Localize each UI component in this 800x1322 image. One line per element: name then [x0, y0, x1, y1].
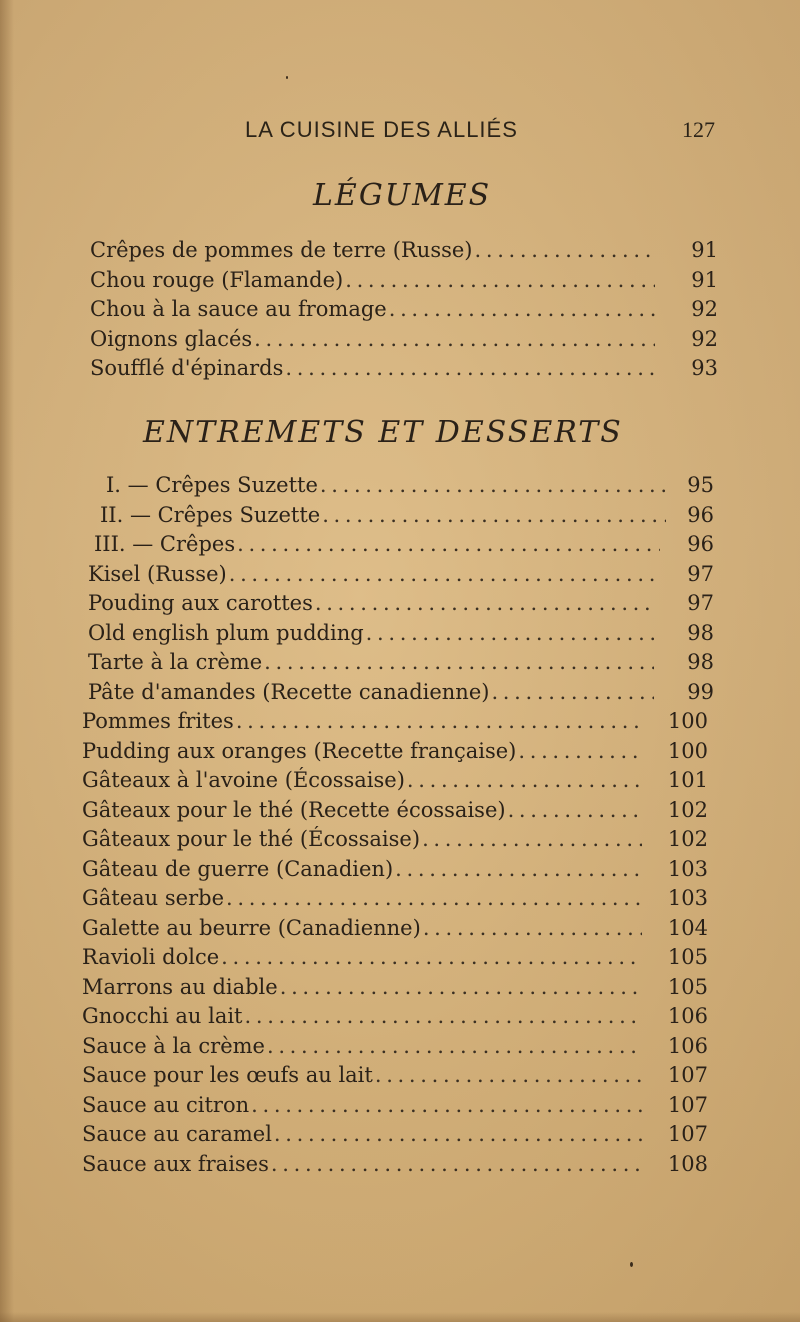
dot-leader — [395, 855, 642, 885]
running-title: LA CUISINE DES ALLIÉS — [245, 117, 518, 142]
toc-legumes-list — [0, 236, 800, 384]
section-heading-legumes: LÉGUMES — [313, 178, 492, 213]
dot-leader — [267, 1032, 642, 1062]
section-heading-desserts: ENTREMETS ET DESSERTS — [143, 415, 623, 450]
toc-entry-page: 93 — [691, 356, 718, 380]
toc-entry-title: Pommes frites — [82, 709, 234, 733]
toc-entry-page: 104 — [667, 915, 708, 940]
dot-leader — [422, 825, 642, 855]
toc-entry-page: 92 — [691, 326, 718, 351]
toc-entry-title: Gâteaux pour le thé (Recette écossaise) — [82, 797, 506, 822]
toc-row — [0, 973, 800, 1003]
toc-entry-page: 97 — [687, 591, 714, 615]
page-number: 127 — [682, 117, 715, 142]
dot-leader — [322, 501, 666, 531]
toc-entry-page: 96 — [687, 502, 714, 527]
dot-leader — [229, 560, 654, 590]
toc-entry-title: Ravioli dolce — [82, 945, 220, 969]
toc-row — [0, 707, 800, 737]
toc-entry-page: 102 — [667, 797, 708, 822]
toc-row — [0, 855, 800, 885]
toc-entry-page: 91 — [691, 238, 718, 262]
toc-entry-page: 101 — [667, 768, 708, 792]
toc-entry-title: Sauce pour les œufs au lait — [82, 1063, 373, 1087]
toc-row — [0, 884, 800, 914]
toc-entry-title: Gâteaux à l'avoine (Écossaise) — [82, 768, 405, 792]
toc-entry-title: Chou à la sauce au fromage — [90, 297, 387, 321]
toc-entry-title: Pouding aux carottes — [88, 591, 313, 615]
toc-row — [0, 560, 800, 590]
toc-row — [0, 648, 800, 678]
toc-entry-title: Sauce au caramel — [82, 1122, 272, 1146]
toc-entry-page: 103 — [667, 856, 708, 881]
dot-leader — [475, 236, 656, 266]
toc-entry-page: 96 — [687, 532, 714, 556]
toc-entry-title: Oignons glacés — [90, 326, 253, 351]
dot-leader — [254, 325, 655, 355]
toc-entry-page: 102 — [667, 827, 708, 851]
toc-entry-title: Pâte d'amandes (Recette canadienne) — [88, 679, 490, 704]
dot-leader — [315, 589, 654, 619]
toc-row — [0, 1002, 800, 1032]
dot-leader — [226, 884, 642, 914]
toc-entry-page: 106 — [667, 1033, 708, 1058]
toc-entry-title: Gnocchi au lait — [82, 1004, 243, 1028]
toc-entry-title: Kisel (Russe) — [88, 561, 227, 586]
toc-row — [0, 914, 800, 944]
dot-leader — [274, 1120, 642, 1150]
toc-entry-title: Crêpes de pommes de terre (Russe) — [90, 238, 473, 262]
toc-row — [0, 1061, 800, 1091]
dot-leader — [375, 1061, 642, 1091]
toc-row — [0, 1120, 800, 1150]
toc-row — [0, 325, 800, 355]
dot-leader — [491, 678, 654, 708]
toc-row — [0, 943, 800, 973]
toc-row — [0, 1091, 800, 1121]
toc-row — [0, 471, 800, 501]
toc-entry-title: Soufflé d'épinards — [90, 356, 284, 380]
dot-leader — [237, 530, 660, 560]
toc-row — [0, 796, 800, 826]
dot-leader — [285, 354, 655, 384]
dot-leader — [345, 266, 655, 296]
dot-leader — [407, 766, 642, 796]
toc-entry-page: 98 — [687, 650, 714, 674]
toc-entry-title: Gâteaux pour le thé (Écossaise) — [82, 827, 421, 851]
toc-entry-page: 97 — [687, 561, 714, 586]
toc-row — [0, 1150, 800, 1180]
toc-entry-title: Sauce au citron — [82, 1092, 250, 1117]
toc-entry-page: 108 — [667, 1151, 708, 1176]
toc-entry-page: 103 — [667, 886, 708, 910]
toc-row — [0, 589, 800, 619]
toc-entry-title: Old english plum pudding — [88, 620, 364, 645]
toc-row — [0, 501, 800, 531]
dot-leader — [280, 973, 642, 1003]
toc-entry-page: 92 — [691, 297, 718, 321]
toc-entry-page: 91 — [691, 267, 718, 292]
toc-entry-page: 95 — [687, 473, 714, 497]
dot-leader — [271, 1150, 642, 1180]
dot-leader — [320, 471, 672, 501]
toc-entry-title: Gâteau de guerre (Canadien) — [82, 856, 394, 881]
toc-entry-page: 106 — [667, 1004, 708, 1028]
toc-entry-page: 100 — [667, 709, 708, 733]
toc-row — [0, 295, 800, 325]
toc-entry-title: Sauce aux fraises — [82, 1151, 269, 1176]
ink-speck — [286, 76, 288, 79]
dot-leader — [518, 737, 642, 767]
toc-row — [0, 266, 800, 296]
toc-row — [0, 678, 800, 708]
dot-leader — [389, 295, 655, 325]
toc-row — [0, 619, 800, 649]
toc-desserts-list — [0, 471, 800, 1179]
toc-entry-page: 107 — [667, 1063, 708, 1087]
toc-entry-page: 105 — [667, 974, 708, 999]
toc-entry-title: Chou rouge (Flamande) — [90, 267, 344, 292]
toc-entry-title: I. — Crêpes Suzette — [106, 473, 318, 497]
toc-row — [0, 825, 800, 855]
toc-entry-title: Pudding aux oranges (Recette française) — [82, 738, 517, 763]
toc-entry-page: 99 — [687, 679, 714, 704]
dot-leader — [508, 796, 642, 826]
dot-leader — [264, 648, 654, 678]
dot-leader — [423, 914, 642, 944]
toc-row — [0, 1032, 800, 1062]
ink-speck — [630, 1262, 633, 1267]
dot-leader — [245, 1002, 643, 1032]
toc-entry-title: II. — Crêpes Suzette — [100, 502, 321, 527]
toc-entry-page: 100 — [667, 738, 708, 763]
toc-entry-title: III. — Crêpes — [94, 532, 236, 556]
dot-leader — [221, 943, 642, 973]
running-head — [0, 117, 800, 147]
toc-entry-title: Marrons au diable — [82, 974, 278, 999]
dot-leader — [366, 619, 654, 649]
toc-row — [0, 530, 800, 560]
toc-row — [0, 766, 800, 796]
toc-entry-title: Gâteau serbe — [82, 886, 224, 910]
dot-leader — [236, 707, 642, 737]
toc-entry-page: 107 — [667, 1122, 708, 1146]
toc-entry-page: 98 — [687, 620, 714, 645]
toc-entry-title: Galette au beurre (Canadienne) — [82, 915, 421, 940]
toc-row — [0, 236, 800, 266]
toc-row — [0, 354, 800, 384]
toc-entry-page: 105 — [667, 945, 708, 969]
toc-entry-title: Sauce à la crème — [82, 1033, 265, 1058]
toc-entry-page: 107 — [667, 1092, 708, 1117]
dot-leader — [251, 1091, 642, 1121]
toc-row — [0, 737, 800, 767]
toc-entry-title: Tarte à la crème — [88, 650, 263, 674]
